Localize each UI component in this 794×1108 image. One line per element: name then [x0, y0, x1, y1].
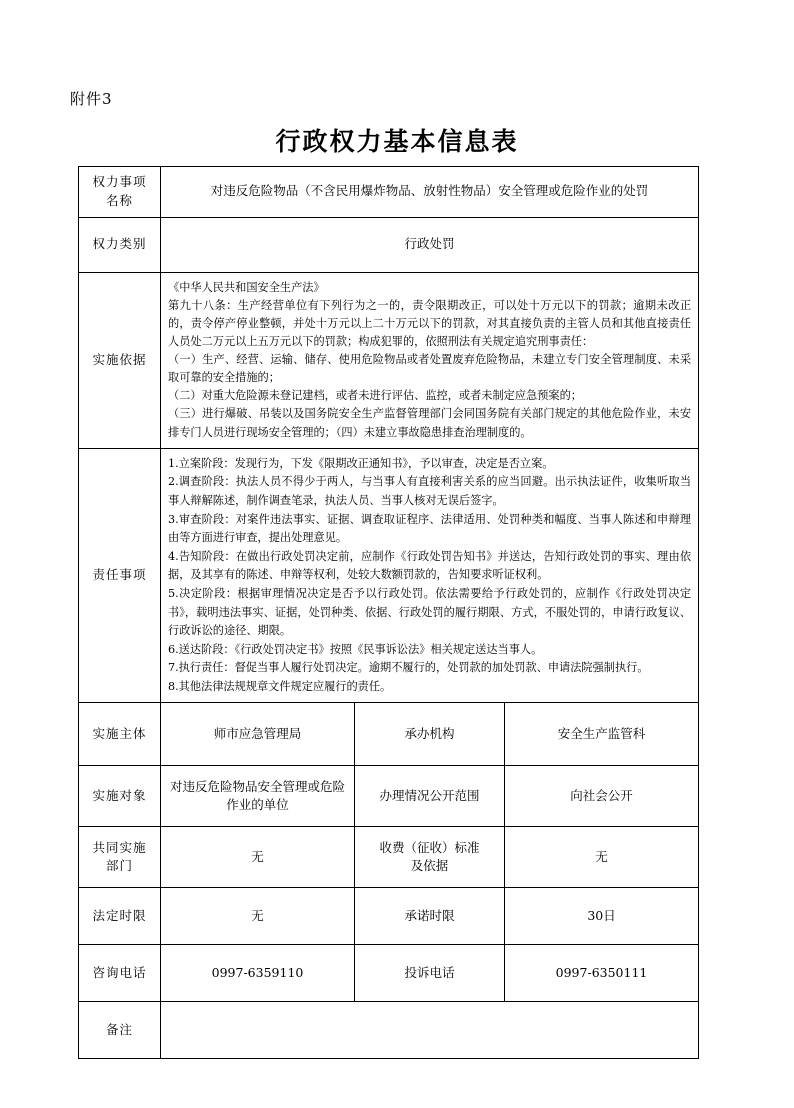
- implement-object-label: 实施对象: [79, 766, 161, 827]
- undertaking-org-label: 承办机构: [355, 703, 505, 766]
- basis-line-3: （二）对重大危险源未登记建档，或者未进行评估、监控，或者未制定应急预案的；: [168, 389, 582, 403]
- duty-label: 责任事项: [79, 448, 161, 703]
- power-item-label-line2: 名称: [105, 192, 133, 208]
- basis-line-4: （三）进行爆破、吊装以及国务院安全生产监督管理部门会同国务院有关部门规定的其他危险作业，未安排专门人员进行现场安全管理的；（四）未建立事故隐患排查治理制度的。: [168, 407, 692, 439]
- joint-dept-value: 无: [161, 827, 355, 888]
- table-row-phones: [79, 945, 699, 1002]
- joint-dept-label-line2: 部门: [105, 858, 133, 874]
- fee-label-line1: 收费（征收）标准: [379, 839, 480, 855]
- joint-dept-label: [79, 827, 161, 888]
- power-item-label-line1: 权力事项: [92, 174, 147, 189]
- undertaking-org-value: 安全生产监管科: [505, 703, 699, 766]
- joint-dept-label-line1: 共同实施: [92, 839, 147, 855]
- implement-object-value: 对违反危险物品安全管理或危险作业的单位: [161, 766, 355, 827]
- public-scope-value: 向社会公开: [505, 766, 699, 827]
- basis-label: 实施依据: [79, 272, 161, 448]
- attachment-label: 附件3: [70, 90, 113, 108]
- remark-label: 备注: [79, 1002, 161, 1059]
- legal-limit-label: 法定时限: [79, 888, 161, 945]
- table-row-power-item: [79, 167, 699, 218]
- table-row-implement-object: [79, 766, 699, 827]
- basis-line-2: （一）生产、经营、运输、储存、使用危险物品或者处置废弃危险物品，未建立专门安全管理制度、未采取可靠的安全措施的；: [168, 353, 692, 385]
- promise-limit-label: 承诺时限: [355, 888, 505, 945]
- duty-line-1: 2.调查阶段：执法人员不得少于两人，与当事人有直接利害关系的应当回避。出示执法证件，收集听取当事人辩解陈述，制作调查笔录，执法人员、当事人核对无误后签字。: [168, 475, 692, 507]
- power-item-value: 对违反危险物品（不含民用爆炸物品、放射性物品）安全管理或危险作业的处罚: [161, 167, 699, 218]
- duty-line-0: 1.立案阶段：发现行为，下发《限期改正通知书》，予以审查，决定是否立案。: [168, 456, 554, 470]
- implement-subject-label: 实施主体: [79, 703, 161, 766]
- table-row-power-type: [79, 217, 699, 272]
- table-row-joint-dept: [79, 827, 699, 888]
- basis-line-0: 《中华人民共和国安全生产法》: [168, 280, 325, 294]
- table-row-duty: [79, 448, 699, 703]
- duty-line-2: 3.审查阶段：对案件违法事实、证据、调查取证程序、法律适用、处罚种类和幅度、当事人陈述和申辩理由等方面进行审查，提出处理意见。: [168, 512, 692, 545]
- power-type-value: 行政处罚: [161, 217, 699, 272]
- fee-value: 无: [505, 827, 699, 888]
- fee-label-line2: 及依据: [410, 858, 449, 874]
- consult-phone-value: 0997-6359110: [161, 945, 355, 1002]
- fee-label: [355, 827, 505, 888]
- remark-value: [161, 1002, 699, 1059]
- table-row-implement-subject: [79, 703, 699, 766]
- table-row-basis: [79, 272, 699, 448]
- duty-line-6: 7.执行责任：督促当事人履行处罚决定。逾期不履行的，处罚款的加处罚款、申请法院强制执行。: [168, 661, 649, 675]
- promise-limit-value: 30日: [505, 888, 699, 945]
- complaint-phone-value: 0997-6350111: [505, 945, 699, 1002]
- consult-phone-label: 咨询电话: [79, 945, 161, 1002]
- duty-line-7: 8.其他法律法规规章文件规定应履行的责任。: [168, 679, 392, 693]
- public-scope-label: 办理情况公开范围: [355, 766, 505, 827]
- power-item-label: [79, 167, 161, 218]
- duty-line-4: 5.决定阶段：根据审理情况决定是否予以行政处罚。依法需要给予行政处罚的，应制作《行政处罚决定书》，载明违法事实、证据，处罚种类、依据、行政处罚的履行期限、方式，不服处罚的，申请行政复议、行政诉讼的途径、期限。: [168, 586, 692, 638]
- basis-value: [161, 272, 699, 448]
- table-row-time-limit: [79, 888, 699, 945]
- basis-line-1: 第九十八条：生产经营单位有下列行为之一的，责令限期改正，可以处十万元以下的罚款；逾期未改正的，责令停产停业整顿，并处十万元以上二十万元以下的罚款，对其直接负责的主管人员和其他直接责任人员处二万元以上五万元以下的罚款；构成犯罪的，依照刑法有关规定追究刑事责任：: [168, 298, 692, 348]
- implement-subject-value: 师市应急管理局: [161, 703, 355, 766]
- duty-value: [161, 448, 699, 703]
- power-info-table: [78, 166, 699, 1059]
- duty-line-3: 4.告知阶段：在做出行政处罚决定前，应制作《行政处罚告知书》并送达，告知行政处罚的事实、理由依据，及其享有的陈述、申辩等权利，处较大数额罚款的，告知要求听证权利。: [168, 549, 692, 582]
- page-title: 行政权力基本信息表: [275, 127, 519, 156]
- power-type-label: 权力类别: [79, 217, 161, 272]
- duty-line-5: 6.送达阶段：《行政处罚决定书》按照《民事诉讼法》相关规定送达当事人。: [168, 642, 543, 656]
- complaint-phone-label: 投诉电话: [355, 945, 505, 1002]
- table-row-remark: [79, 1002, 699, 1059]
- legal-limit-value: 无: [161, 888, 355, 945]
